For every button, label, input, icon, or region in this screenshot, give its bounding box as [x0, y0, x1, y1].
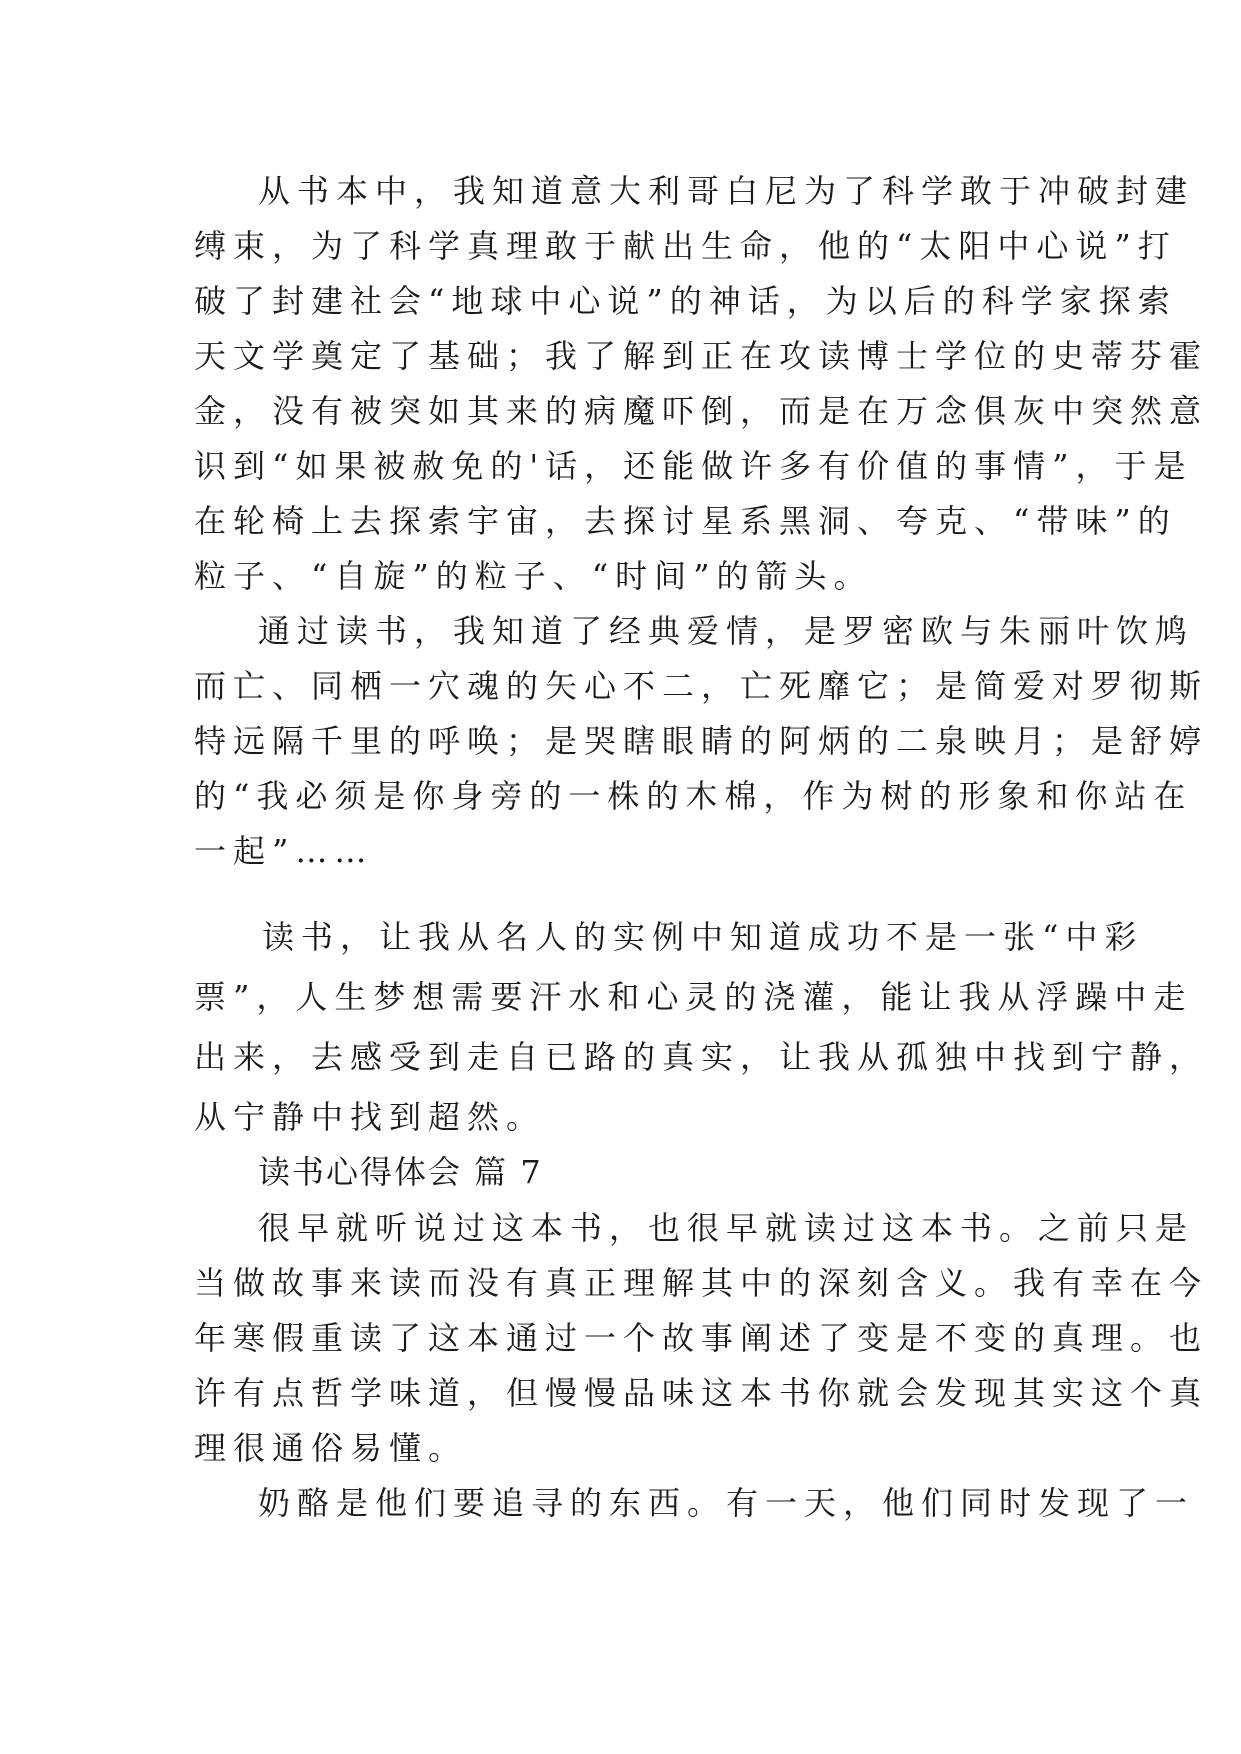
paragraph-5-line-1: 奶酪是他们要追寻的东西。有一天，他们同时发现了一: [258, 1484, 1195, 1522]
paragraph-2-line-3: 特远隔千里的呼唤；是哭瞎眼睛的阿炳的二泉映月；是舒婷: [194, 722, 1209, 760]
paragraph-4-line-5: 理很通俗易懂。: [194, 1429, 468, 1467]
paragraph-2-line-5: 一起”……: [194, 832, 374, 870]
paragraph-3-line-3: 出来，去感受到走自已路的真实，让我从孤独中找到宁静，: [194, 1038, 1209, 1076]
paragraph-3-line-4: 从宁静中找到超然。: [194, 1098, 546, 1136]
paragraph-1-line-1: 从书本中，我知道意大利哥白尼为了科学敢于冲破封建: [258, 172, 1195, 210]
paragraph-1-line-5: 金，没有被突如其来的病魔吓倒，而是在万念俱灰中突然意: [194, 392, 1209, 430]
paragraph-3-line-1: 读书，让我从名人的实例中知道成功不是一张“中彩: [262, 918, 1144, 956]
paragraph-4-line-2: 当做故事来读而没有真正理解其中的深刻含义。我有幸在今: [194, 1264, 1209, 1302]
paragraph-1-line-3: 破了封建社会“地球中心说”的神话，为以后的科学家探索: [194, 282, 1177, 320]
paragraph-2-line-1: 通过读书，我知道了经典爱情，是罗密欧与朱丽叶饮鸠: [258, 612, 1195, 650]
paragraph-1-line-6: 识到“如果被赦免的'话，还能做许多有价值的事情”，于是: [194, 447, 1193, 485]
paragraph-4-line-1: 很早就听说过这本书，也很早就读过这本书。之前只是: [258, 1209, 1195, 1247]
paragraph-4-line-4: 许有点哲学味道，但慢慢品味这本书你就会发现其实这个真: [194, 1374, 1209, 1412]
paragraph-1-line-4: 天文学奠定了基础；我了解到正在攻读博士学位的史蒂芬霍: [194, 337, 1209, 375]
paragraph-1-line-2: 缚束，为了科学真理敢于献出生命，他的“太阳中心说”打: [194, 227, 1177, 265]
section-title: 读书心得体会 篇 7: [258, 1153, 543, 1191]
paragraph-2-line-4: 的“我必须是你身旁的一株的木棉，作为树的形象和你站在: [194, 777, 1193, 815]
paragraph-2-line-2: 而亡、同栖一穴魂的矢心不二，亡死靡它；是简爱对罗彻斯: [194, 667, 1209, 705]
paragraph-3-line-2: 票”，人生梦想需要汗水和心灵的浇灌，能让我从浮躁中走: [194, 978, 1193, 1016]
paragraph-1-line-7: 在轮椅上去探索宇宙，去探讨星系黑洞、夸克、“带味”的: [194, 502, 1177, 540]
paragraph-4-line-3: 年寒假重读了这本通过一个故事阐述了变是不变的真理。也: [194, 1319, 1209, 1357]
paragraph-1-line-8: 粒子、“自旋”的粒子、“时间”的箭头。: [194, 557, 873, 595]
